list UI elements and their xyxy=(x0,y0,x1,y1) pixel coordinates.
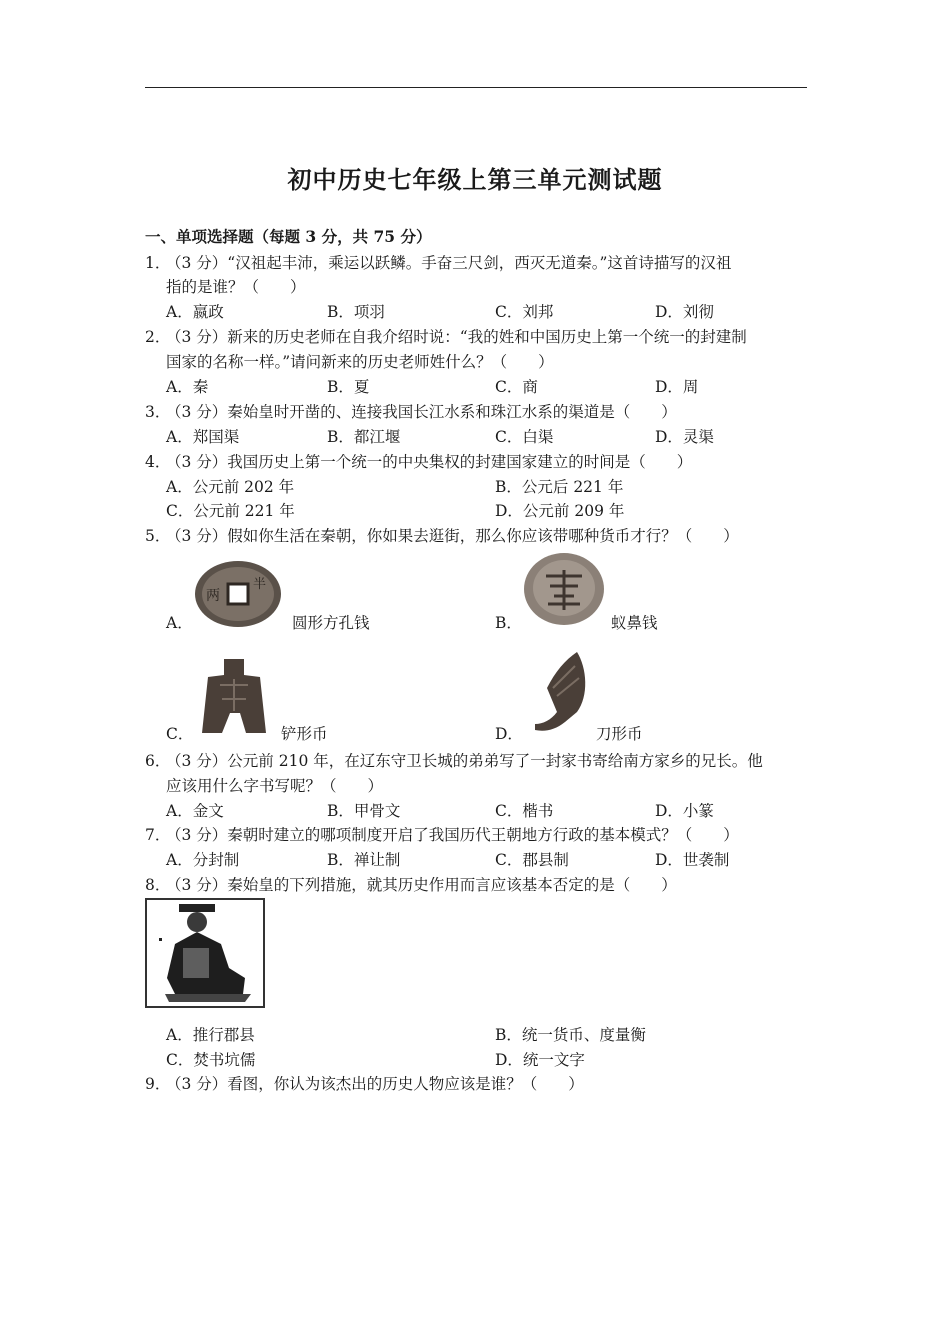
option-a[interactable]: A．分封制 xyxy=(166,851,240,869)
option-b[interactable]: B．甲骨文 xyxy=(327,802,401,820)
question-text: （3 分）“汉祖起丰沛，乘运以跃鳞。手奋三尺剑，西灭无道秦。”这首诗描写的汉祖 xyxy=(166,254,732,272)
question-text: （3 分）公元前 210 年，在辽东守卫长城的弟弟写了一封家书寄给南方家乡的兄长。他 xyxy=(166,752,763,770)
question-text: 国家的名称一样。”请问新来的历史老师姓什么？（ ） xyxy=(166,353,554,371)
image-caption: 蚁鼻钱 xyxy=(611,614,658,632)
option-d[interactable]: D．刘彻 xyxy=(655,303,714,321)
option-c[interactable]: C．公元前 221 年 xyxy=(166,502,295,520)
option-d[interactable]: D．世袭制 xyxy=(655,851,730,869)
option-c[interactable]: C．刘邦 xyxy=(495,303,554,321)
question-text: （3 分）我国历史上第一个统一的中央集权的封建国家建立的时间是（ ） xyxy=(166,453,693,471)
svg-text:两: 两 xyxy=(206,588,220,604)
question-number: 4． xyxy=(145,453,171,471)
question-text: （3 分）看图，你认为该杰出的历史人物应该是谁？（ ） xyxy=(166,1075,584,1093)
option-d[interactable]: D． xyxy=(495,725,523,743)
option-c[interactable]: C．楷书 xyxy=(495,802,554,820)
knife-coin-image xyxy=(525,648,595,736)
option-a[interactable]: A．郑国渠 xyxy=(166,428,240,446)
option-b[interactable]: B．禅让制 xyxy=(327,851,401,869)
image-caption: 圆形方孔钱 xyxy=(292,614,370,632)
question-text: （3 分）假如你生活在秦朝，你如果去逛街，那么你应该带哪种货币才行？（ ） xyxy=(166,527,739,545)
section-heading: 一、单项选择题（每题 3 分，共 75 分） xyxy=(145,227,432,246)
option-a[interactable]: A．推行郡县 xyxy=(166,1026,255,1044)
option-a[interactable]: A．秦 xyxy=(166,378,209,396)
option-c[interactable]: C．商 xyxy=(495,378,538,396)
question-number: 9． xyxy=(145,1075,171,1093)
svg-text:半: 半 xyxy=(253,577,267,592)
option-b[interactable]: B．项羽 xyxy=(327,303,385,321)
option-c[interactable]: C．郡县制 xyxy=(495,851,569,869)
question-text: （3 分）秦始皇时开凿的、连接我国长江水系和珠江水系的渠道是（ ） xyxy=(166,403,677,421)
option-a[interactable]: A．嬴政 xyxy=(166,303,224,321)
image-caption: 刀形币 xyxy=(596,725,643,743)
round-coin-square-hole-image xyxy=(190,554,290,634)
option-b[interactable]: B．公元后 221 年 xyxy=(495,478,624,496)
question-number: 3． xyxy=(145,403,171,421)
option-d[interactable]: D．统一文字 xyxy=(495,1051,585,1069)
question-number: 2． xyxy=(145,328,171,346)
question-number: 7． xyxy=(145,826,171,844)
option-a[interactable]: A． xyxy=(166,614,193,632)
option-b[interactable]: B．统一货币、度量衡 xyxy=(495,1026,646,1044)
qin-shi-huang-portrait-image xyxy=(145,898,265,1008)
option-d[interactable]: D．灵渠 xyxy=(655,428,714,446)
option-d[interactable]: D．周 xyxy=(655,378,699,396)
page-title: 初中历史七年级上第三单元测试题 xyxy=(287,165,663,194)
ant-nose-coin-image xyxy=(518,548,613,630)
question-number: 5． xyxy=(145,527,171,545)
question-text: 指的是谁？（ ） xyxy=(166,278,306,296)
question-text: （3 分）秦始皇的下列措施，就其历史作用而言应该基本否定的是（ ） xyxy=(166,876,677,894)
option-b[interactable]: B．夏 xyxy=(327,378,370,396)
option-d[interactable]: D．公元前 209 年 xyxy=(495,502,625,520)
option-c[interactable]: C．白渠 xyxy=(495,428,554,446)
header-rule xyxy=(145,87,807,88)
option-c[interactable]: C．焚书坑儒 xyxy=(166,1051,256,1069)
question-text: （3 分）秦朝时建立的哪项制度开启了我国历代王朝地方行政的基本模式？（ ） xyxy=(166,826,739,844)
option-b[interactable]: B． xyxy=(495,614,522,632)
question-text: （3 分）新来的历史老师在自我介绍时说：“我的姓和中国历史上第一个统一的封建制 xyxy=(166,328,747,346)
question-text: 应该用什么字书写呢？（ ） xyxy=(166,777,384,795)
question-number: 6． xyxy=(145,752,171,770)
option-a[interactable]: A．金文 xyxy=(166,802,224,820)
spade-coin-image xyxy=(190,655,280,740)
option-a[interactable]: A．公元前 202 年 xyxy=(166,478,295,496)
question-number: 1． xyxy=(145,254,171,272)
question-number: 8． xyxy=(145,876,171,894)
image-caption: 铲形币 xyxy=(281,725,328,743)
option-d[interactable]: D．小篆 xyxy=(655,802,714,820)
option-c[interactable]: C． xyxy=(166,725,194,743)
option-b[interactable]: B．都江堰 xyxy=(327,428,401,446)
